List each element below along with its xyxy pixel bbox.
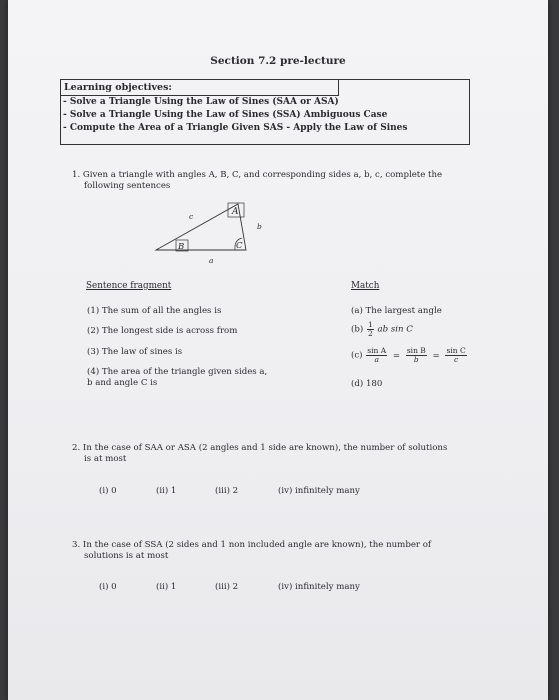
fragment-4-continued: b and angle C is <box>87 378 158 388</box>
match-b-expression: ab sin C <box>377 324 413 335</box>
objective-item: - Solve a Triangle Using the Law of Sines (SSA) Ambiguous Case <box>63 110 388 120</box>
match-c <box>351 347 468 364</box>
fragment-2: (2) The longest side is across from <box>87 326 238 336</box>
question-2-line1: 2. In the case of SAA or ASA (2 angles and 1 side are known), the number of solutions <box>72 443 448 453</box>
question-3-text <box>72 540 431 562</box>
question-2-line2: is at most <box>84 454 127 464</box>
q3-option-iii[interactable]: (iii) 2 <box>215 582 239 592</box>
q3-option-i[interactable]: (i) 0 <box>99 582 117 592</box>
angle-c-label: C <box>236 241 243 251</box>
q3-option-ii[interactable]: (ii) 1 <box>156 582 177 592</box>
fragment-column-heading: Sentence fragment <box>86 281 172 291</box>
one-half-fraction <box>367 321 374 338</box>
side-a-label: a <box>209 256 214 265</box>
sin-b-numerator: sin B <box>406 346 426 355</box>
b-denominator: b <box>413 355 419 364</box>
match-a: (a) The largest angle <box>351 306 442 316</box>
one-half-denominator: 2 <box>367 329 373 338</box>
match-c-label: (c) <box>351 350 363 361</box>
one-half-numerator: 1 <box>367 320 373 329</box>
fragment-3: (3) The law of sines is <box>87 347 183 357</box>
sin-a-over-a <box>366 347 387 364</box>
question-1-line2: following sentences <box>84 181 171 191</box>
learning-objectives-box <box>60 79 470 145</box>
fragment-1: (1) The sum of all the angles is <box>87 306 222 316</box>
sin-a-numerator: sin A <box>367 346 387 355</box>
objective-item: - Compute the Area of a Triangle Given SAS - Apply the Law of Sines <box>63 123 408 133</box>
sin-c-numerator: sin C <box>446 346 466 355</box>
question-2-text <box>72 443 447 465</box>
sin-c-over-c <box>445 347 466 364</box>
side-b-label: b <box>257 222 262 231</box>
match-d: (d) 180 <box>351 379 383 389</box>
c-denominator: c <box>453 355 459 364</box>
match-b-label: (b) <box>351 324 364 335</box>
sin-b-over-b <box>406 347 427 364</box>
objectives-heading: Learning objectives: <box>61 80 339 96</box>
question-1-text <box>72 170 442 192</box>
equals-sign: = <box>432 350 440 361</box>
q2-option-iv[interactable]: (iv) infinitely many <box>278 486 360 496</box>
triangle-diagram <box>148 196 278 266</box>
equals-sign: = <box>392 350 401 361</box>
match-column-heading: Match <box>351 281 380 291</box>
q2-option-i[interactable]: (i) 0 <box>99 486 117 496</box>
a-denominator: a <box>374 355 379 364</box>
q2-option-ii[interactable]: (ii) 1 <box>156 486 177 496</box>
question-3-line1: 3. In the case of SSA (2 sides and 1 non included angle are known), the number of <box>72 540 432 550</box>
fragment-4: (4) The area of the triangle given sides a, <box>87 367 268 377</box>
question-3-line2: solutions is at most <box>84 551 169 561</box>
worksheet-page <box>8 0 548 700</box>
q2-option-iii[interactable]: (iii) 2 <box>215 486 239 496</box>
match-b <box>351 321 413 338</box>
question-1-line1: 1. Given a triangle with angles A, B, C, and corresponding sides a, b, c, complete the <box>72 170 443 180</box>
side-c-label: c <box>189 212 194 221</box>
angle-b-label: B <box>178 242 185 252</box>
page-title: Section 7.2 pre-lecture <box>210 55 346 67</box>
objective-item: - Solve a Triangle Using the Law of Sines (SAA or ASA) <box>63 97 339 107</box>
q3-option-iv[interactable]: (iv) infinitely many <box>278 582 360 592</box>
angle-a-label: A <box>232 207 239 217</box>
